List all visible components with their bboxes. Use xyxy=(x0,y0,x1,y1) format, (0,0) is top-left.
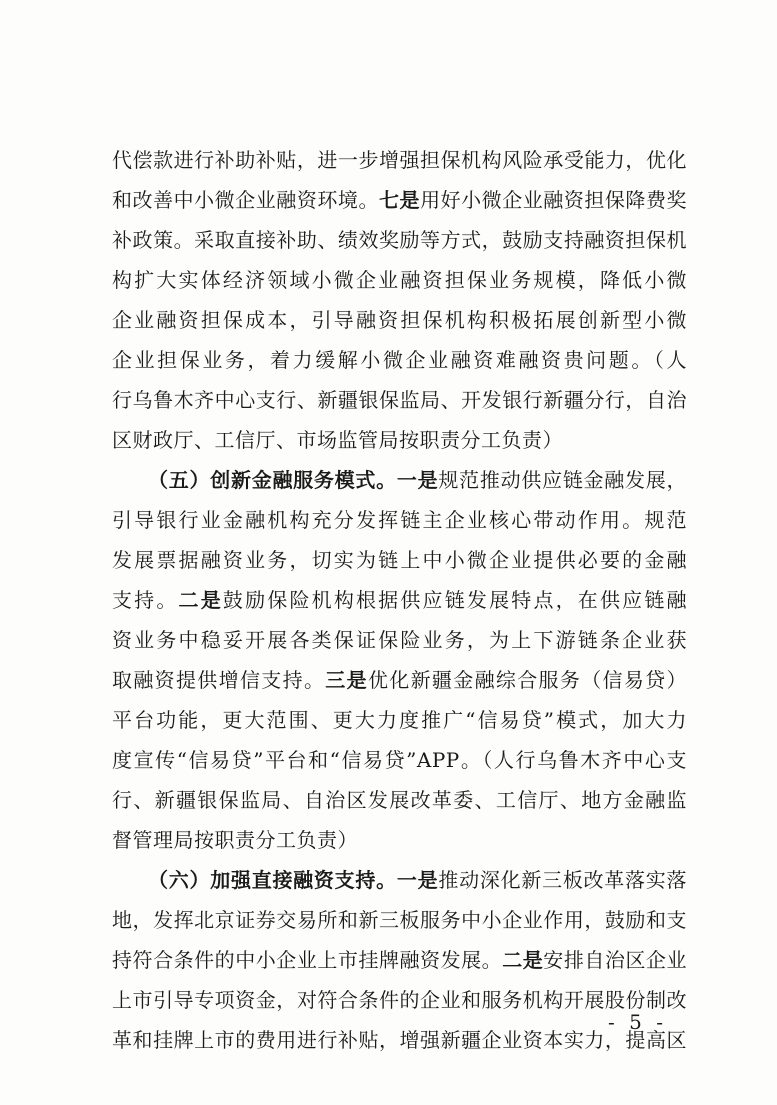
bold-text: 七是 xyxy=(378,188,421,212)
text-segment: 资业务中稳妥开展各类保证保险业务，为上下游链条企业获 xyxy=(112,628,687,652)
text-line xyxy=(112,380,687,420)
text-line xyxy=(112,340,687,380)
text-segment: 推动深化新三板改革落实落 xyxy=(438,868,688,892)
text-line xyxy=(112,900,687,940)
text-segment: 行乌鲁木齐中心支行、新疆银保监局、开发银行新疆分行，自治 xyxy=(112,388,687,412)
bold-text: 一是 xyxy=(396,468,439,492)
text-segment: 企业融资担保成本，引导融资担保机构积极拓展创新型小微 xyxy=(112,308,687,332)
text-segment: 地，发挥北京证券交易所和新三板服务中小企业作用，鼓励和支 xyxy=(112,908,687,932)
page-number: - 5 - xyxy=(608,1010,667,1034)
bold-text: 一是 xyxy=(396,868,439,892)
text-segment: 鼓励保险机构根据供应链发展特点，在供应链融 xyxy=(222,588,688,612)
text-line xyxy=(112,1020,687,1060)
text-line xyxy=(112,540,687,580)
text-segment: 持符合条件的中小企业上市挂牌融资发展。 xyxy=(112,948,503,972)
text-line xyxy=(112,300,687,340)
text-line xyxy=(112,620,687,660)
text-line xyxy=(112,180,687,220)
text-segment: 度宣传“信易贷”平台和“信易贷”APP。（人行乌鲁木齐中心支 xyxy=(112,748,687,772)
text-line xyxy=(112,220,687,260)
text-line xyxy=(112,260,687,300)
bold-text: 三是 xyxy=(325,668,368,692)
text-line xyxy=(112,580,687,620)
text-segment: 构扩大实体经济领域小微企业融资担保业务规模，降低小微 xyxy=(112,268,687,292)
text-segment: 督管理局按职责分工负责） xyxy=(112,828,358,852)
bold-text: （六）加强直接融资支持。 xyxy=(148,868,397,892)
text-segment: 引导银行业金融机构充分发挥链主企业核心带动作用。规范 xyxy=(112,508,687,532)
text-line xyxy=(112,740,687,780)
text-segment: 上市引导专项资金，对符合条件的企业和服务机构开展股份制改 xyxy=(112,988,687,1012)
text-segment: 用好小微企业融资担保降费奖 xyxy=(420,188,688,212)
text-line xyxy=(112,860,687,900)
text-segment: 和改善中小微企业融资环境。 xyxy=(112,188,379,212)
text-segment: 取融资提供增信支持。 xyxy=(112,668,326,692)
text-line xyxy=(112,780,687,820)
text-segment: 革和挂牌上市的费用进行补贴，增强新疆企业资本实力，提高区 xyxy=(112,1028,687,1052)
text-segment: 优化新疆金融综合服务（信易贷） xyxy=(367,668,688,692)
text-line xyxy=(112,980,687,1020)
text-line xyxy=(112,140,687,180)
document-body xyxy=(112,140,687,1060)
text-segment: 补政策。采取直接补助、绩效奖励等方式，鼓励支持融资担保机 xyxy=(112,228,687,252)
text-line xyxy=(112,420,687,460)
text-segment: 平台功能，更大范围、更大力度推广“信易贷”模式，加大力 xyxy=(112,708,687,732)
text-segment: 安排自治区企业 xyxy=(543,948,688,972)
text-segment: 支持。 xyxy=(112,588,179,612)
bold-text: 二是 xyxy=(178,588,223,612)
text-line xyxy=(112,700,687,740)
text-line xyxy=(112,500,687,540)
text-segment: 区财政厅、工信厅、市场监管局按职责分工负责） xyxy=(112,428,563,452)
text-segment: 代偿款进行补助补贴，进一步增强担保机构风险承受能力，优化 xyxy=(112,148,687,172)
bold-text: 二是 xyxy=(502,948,544,972)
text-line xyxy=(112,940,687,980)
text-segment: 企业担保业务，着力缓解小微企业融资难融资贵问题。（人 xyxy=(112,348,687,372)
bold-text: （五）创新金融服务模式。 xyxy=(148,468,397,492)
text-line xyxy=(112,820,687,860)
text-segment: 行、新疆银保监局、自治区发展改革委、工信厅、地方金融监 xyxy=(112,788,687,812)
text-line xyxy=(112,460,687,500)
text-line xyxy=(112,660,687,700)
text-segment: 规范推动供应链金融发展， xyxy=(438,468,688,492)
text-segment: 发展票据融资业务，切实为链上中小微企业提供必要的金融 xyxy=(112,548,687,572)
